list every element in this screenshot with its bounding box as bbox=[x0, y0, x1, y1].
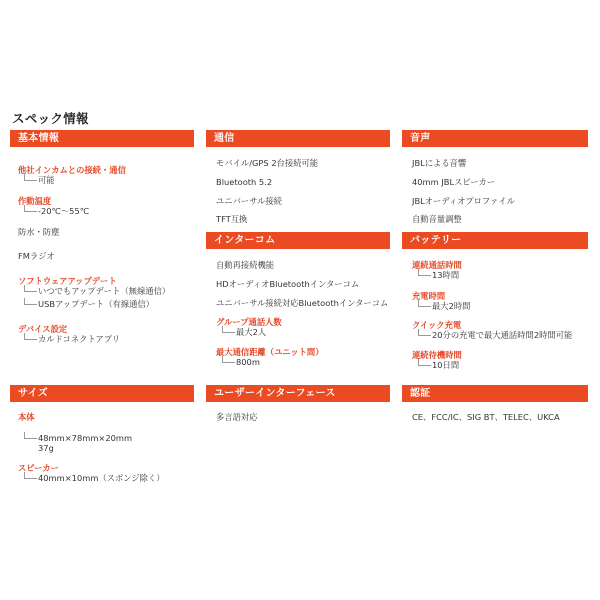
section-basic bbox=[10, 130, 194, 377]
section-body-size bbox=[10, 402, 194, 502]
section-size bbox=[10, 385, 194, 502]
spec-value: 20分の充電で最大通話時間2時間可能 bbox=[432, 330, 573, 340]
tree-branch-line bbox=[24, 298, 37, 305]
tree-branch-line bbox=[24, 472, 37, 479]
section-header-comm: 通信 bbox=[206, 130, 390, 147]
section-body-intercom bbox=[206, 249, 390, 379]
spec-value: TFT互換 bbox=[216, 214, 248, 224]
section-header-size: サイズ bbox=[10, 385, 194, 402]
spec-value: 自動再接続機能 bbox=[216, 260, 275, 270]
spec-value: 防水・防塵 bbox=[18, 227, 60, 237]
page-title: スペック情報 bbox=[12, 111, 89, 126]
spec-label: 本体 bbox=[18, 412, 35, 422]
spec-value: 自動音量調整 bbox=[412, 214, 462, 224]
section-body-ui bbox=[206, 402, 390, 442]
tree-branch-line bbox=[418, 329, 431, 336]
section-battery bbox=[402, 232, 588, 379]
spec-value: -20℃〜55℃ bbox=[38, 206, 90, 216]
section-header-audio: 音声 bbox=[402, 130, 588, 147]
spec-value: 40mm×10mm（スポンジ除く） bbox=[38, 473, 165, 483]
tree-branch-line bbox=[24, 285, 37, 292]
tree-branch-line bbox=[24, 432, 37, 439]
spec-label: スピーカー bbox=[18, 463, 59, 473]
spec-value: USBアップデート（有線通信） bbox=[38, 299, 155, 309]
tree-branch-line bbox=[418, 300, 431, 307]
section-header-basic: 基本情報 bbox=[10, 130, 194, 147]
spec-label: ソフトウェアアップデート bbox=[18, 276, 117, 286]
tree-branch-line bbox=[418, 269, 431, 276]
tree-branch-line bbox=[24, 333, 37, 340]
spec-label: 連続通話時間 bbox=[412, 260, 462, 270]
section-body-battery bbox=[402, 249, 588, 379]
section-header-battery: バッテリー bbox=[402, 232, 588, 249]
spec-value: モバイル/GPS 2台接続可能 bbox=[216, 158, 319, 168]
spec-value: FMラジオ bbox=[18, 251, 55, 261]
section-intercom bbox=[206, 232, 390, 379]
spec-value: 可能 bbox=[38, 175, 55, 185]
tree-branch-line bbox=[222, 356, 235, 363]
section-body-basic bbox=[10, 147, 194, 377]
spec-value: 37g bbox=[38, 443, 54, 453]
spec-label: 最大通信距離（ユニット間） bbox=[216, 347, 324, 357]
spec-value: 最大2時間 bbox=[432, 301, 471, 311]
spec-value: JBLオーディオプロファイル bbox=[412, 196, 515, 206]
section-body-audio bbox=[402, 147, 588, 237]
tree-branch-line bbox=[24, 174, 37, 181]
spec-value: 13時間 bbox=[432, 270, 460, 280]
section-body-cert bbox=[402, 402, 588, 442]
tree-branch-line bbox=[24, 205, 37, 212]
spec-label: 作動温度 bbox=[18, 196, 52, 206]
section-comm bbox=[206, 130, 390, 237]
spec-value: カルドコネクトアプリ bbox=[38, 334, 121, 344]
spec-value: 多言語対応 bbox=[216, 412, 258, 422]
spec-label: 連続待機時間 bbox=[412, 350, 462, 360]
spec-label: 他社インカムとの接続・通信 bbox=[18, 165, 126, 175]
spec-value: 最大2人 bbox=[236, 327, 267, 337]
spec-label: クイック充電 bbox=[412, 320, 462, 330]
spec-value: JBLによる音響 bbox=[412, 158, 467, 168]
tree-branch-line bbox=[222, 326, 235, 333]
spec-value: ユニバーサル接続対応Bluetoothインターコム bbox=[216, 298, 389, 308]
spec-value: ユニバーサル接続 bbox=[216, 196, 282, 206]
section-ui bbox=[206, 385, 390, 442]
section-header-cert: 認証 bbox=[402, 385, 588, 402]
section-cert bbox=[402, 385, 588, 442]
section-body-comm bbox=[206, 147, 390, 237]
spec-value: 48mm×78mm×20mm bbox=[38, 433, 133, 443]
spec-value: 800m bbox=[236, 357, 260, 367]
spec-label: グループ通話人数 bbox=[216, 317, 282, 327]
spec-label: デバイス設定 bbox=[18, 324, 68, 334]
spec-value: Bluetooth 5.2 bbox=[216, 177, 273, 187]
spec-label: 充電時間 bbox=[412, 291, 446, 301]
spec-value: いつでもアップデート（無線通信） bbox=[38, 286, 171, 296]
section-audio bbox=[402, 130, 588, 237]
section-header-intercom: インターコム bbox=[206, 232, 390, 249]
spec-value: HDオーディオBluetoothインターコム bbox=[216, 279, 360, 289]
tree-branch-line bbox=[418, 359, 431, 366]
spec-value: 10日間 bbox=[432, 360, 460, 370]
section-header-ui: ユーザーインターフェース bbox=[206, 385, 390, 402]
spec-value: CE、FCC/IC、SIG BT、TELEC、UKCA bbox=[412, 412, 560, 422]
spec-value: 40mm JBLスピーカー bbox=[412, 177, 496, 187]
